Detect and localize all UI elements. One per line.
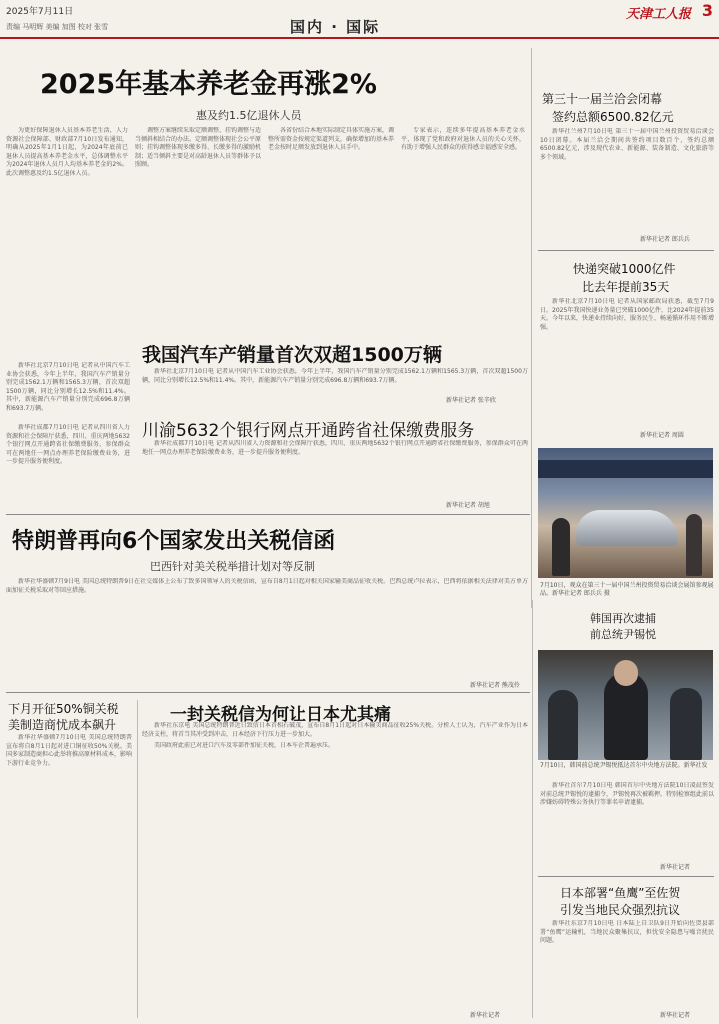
- auto-byline: 新华社记者 张辛欣: [446, 397, 496, 404]
- photo2-caption: 7月10日，韩国前总统尹锡悦抵达首尔中央地方法院。新华社发: [540, 762, 708, 769]
- korea-headline-2: 前总统尹锡悦: [590, 628, 656, 641]
- auto-headline: 我国汽车产销量首次双超1500万辆: [142, 344, 442, 366]
- side2-subheadline: 比去年提前35天: [582, 280, 670, 294]
- side2-headline: 快递突破1000亿件: [573, 262, 676, 276]
- japan-byline: 新华社记者: [470, 1012, 501, 1019]
- main-subheadline: 惠及约1.5亿退休人员: [196, 109, 302, 122]
- korea-headline: 韩国再次逮捕: [590, 612, 656, 625]
- yoon-photo: [538, 650, 713, 760]
- tariff-rule: [6, 692, 530, 693]
- osprey-body: 新华社东京7月10日电 日本陆上自卫队9日开始向佐贺县部署“鱼鹰”运输机，当地民众聚集抗议，担忧安全隐患与噪音扰民问题。: [540, 920, 714, 945]
- main-col-3: 各省份结合本地实际制定具体实施方案，调整所需资金按规定渠道列支，确保增加的基本养老金按时足额发放到退休人员手中。: [268, 127, 394, 152]
- main-col-4: 专家表示，连续多年提高基本养老金水平，体现了党和政府对退休人员的关心关怀，有助于增强人民群众的获得感幸福感安全感。: [401, 127, 525, 152]
- osprey-byline: 新华社记者: [660, 1012, 691, 1019]
- tariff-body: 新华社华盛顿7月9日电 美国总统特朗普9日在社交媒体上公布了致多国领导人的关税信函，宣布自8月1日起对相关国家输美商品征收关税。巴西总统卢拉表示，巴西将依据相关法律对美方单方面加征关税采取对等回应措施。: [6, 578, 528, 594]
- side2-byline: 新华社记者 周圆: [640, 432, 684, 439]
- main-headline: 2025年基本养老金再涨2%: [40, 69, 377, 100]
- bank-left-column: 新华社成都7月10日电 记者从四川省人力资源和社会保障厅获悉，四川、重庆两地5632个银行网点开通跨省社保缴费服务，参保群众可在两地任一网点办理养老保险缴费业务，进一步提升服务便利度。: [6, 424, 130, 466]
- bank-byline: 新华社记者 胡旭: [446, 502, 490, 509]
- auto-left-column: 新华社北京7月10日电 记者从中国汽车工业协会获悉，今年上半年，我国汽车产销量分别完成1562.1万辆和1565.3万辆，首次双超1500万辆，同比分别增长12.5%和11.4%。其中，新能源汽车产销量分别完成696.8万辆和693.7万辆。: [6, 362, 130, 412]
- side1-byline: 新华社记者 郎兵兵: [640, 236, 690, 243]
- photo1-caption: 7月10日，观众在第三十一届中国兰州投资贸易洽谈会展馆参观展品。新华社记者 郎兵兵 摄: [540, 582, 714, 597]
- osprey-headline: 日本部署“鱼鹰”至佐贺: [560, 886, 681, 900]
- side2-body: 新华社北京7月10日电 记者从国家邮政局获悉，截至7月9日，2025年我国快递业务量已突破1000亿件，比2024年提前35天。今年以来，快递业持续向好，服务民生、畅通循环作用不断增强。: [540, 298, 714, 331]
- korea-rule: [538, 876, 714, 877]
- page-number: 3: [701, 1, 713, 20]
- copper-headline: 下月开征50%铜关税: [8, 702, 119, 716]
- tariff-byline: 新华社记者 熊茂伶: [470, 682, 520, 689]
- auto-body: 新华社北京7月10日电 记者从中国汽车工业协会获悉，今年上半年，我国汽车产销量分别完成1562.1万辆和1565.3万辆，首次双超1500万辆，同比分别增长12.5%和11.4%。其中，新能源汽车产销量分别完成696.8万辆和693.7万辆。: [142, 368, 528, 384]
- main-col-1: 为更好保障退休人员基本养老生活，人力资源社会保障部、财政部7月10日发布通知，明确从2025年1月1日起，为2024年底前已退休人员提高基本养老金水平，总体调整水平为2024年退休人员月人均基本养老金的2%。此次调整惠及约1.5亿退休人员。: [6, 127, 128, 177]
- main-col-2: 调整方案继续采取定额调整、挂钩调整与适当倾斜相结合的办法。定额调整体现社会公平原则；挂钩调整体现多缴多得、长缴多得的激励机制；适当倾斜主要是对高龄退休人员等群体予以照顾。: [135, 127, 261, 169]
- paper-masthead: 天津工人报: [625, 7, 691, 22]
- trade-fair-photo: [538, 448, 713, 578]
- issue-date: 2025年7月11日: [6, 7, 74, 17]
- korea-byline: 新华社记者: [660, 864, 691, 871]
- mid-rule: [6, 514, 530, 515]
- bank-headline: 川渝5632个银行网点开通跨省社保缴费服务: [142, 421, 475, 441]
- side1-rule: [538, 250, 714, 251]
- right-divider: [532, 600, 533, 1018]
- tariff-subheadline: 巴西针对美关税举措计划对等反制: [150, 560, 315, 573]
- bank-body: 新华社成都7月10日电 记者从四川省人力资源和社会保障厅获悉，四川、重庆两地5632个银行网点开通跨省社保缴费服务，参保群众可在两地任一网点办理养老保险缴费业务，进一步提升服务便利度。: [142, 440, 528, 456]
- side1-headline: 第三十一届兰洽会闭幕: [542, 92, 663, 106]
- japan-lead: 新华社东京电 美国总统特朗普近日致信日本首相石破茂，宣布自8月1日起对日本输美商品征收25%关税。分析人士认为，汽车产业作为日本经济支柱，将首当其冲受到冲击，日本经济下行压力进一步加大。: [142, 722, 528, 738]
- header-rule: [0, 37, 719, 39]
- section-title: 国内 · 国际: [290, 18, 381, 36]
- side1-body: 新华社兰州7月10日电 第三十一届中国兰州投资贸易洽谈会10日闭幕。本届兰洽会期间共签约项目数百个，签约总额6500.82亿元，涉及现代农业、新能源、装备制造、文化旅游等多个领域。: [540, 128, 714, 161]
- editor-credits: 责编 马明辉 美编 加图 校对 张雪: [6, 23, 109, 31]
- japan-headline: 一封关税信为何让日本尤其痛: [170, 705, 391, 725]
- copper-divider: [137, 700, 138, 1018]
- copper-body: 新华社华盛顿7月10日电 美国总统特朗普宣布将自8月1日起对进口铜征收50%关税。美国多家制造商担心此举将推高原材料成本，影响下游行业竞争力。: [6, 734, 132, 767]
- korea-body: 新华社首尔7月10日电 韩国首尔中央地方法院10日凌晨签发对前总统尹锡悦的逮捕令，尹锡悦再次被羁押。特别检察组此前以涉嫌妨碍特殊公务执行等罪名申请逮捕。: [540, 782, 714, 807]
- page-header: [0, 0, 719, 38]
- japan-body: 美国政府此前已对进口汽车及零部件加征关税，日本车企普遍承压。: [154, 742, 335, 749]
- osprey-headline-2: 引发当地民众强烈抗议: [560, 903, 681, 917]
- tariff-headline: 特朗普再向6个国家发出关税信函: [12, 529, 336, 554]
- side1-subheadline: 签约总额6500.82亿元: [552, 110, 674, 124]
- copper-subheadline: 美制造商忧成本飙升: [8, 718, 117, 732]
- main-divider: [531, 48, 532, 608]
